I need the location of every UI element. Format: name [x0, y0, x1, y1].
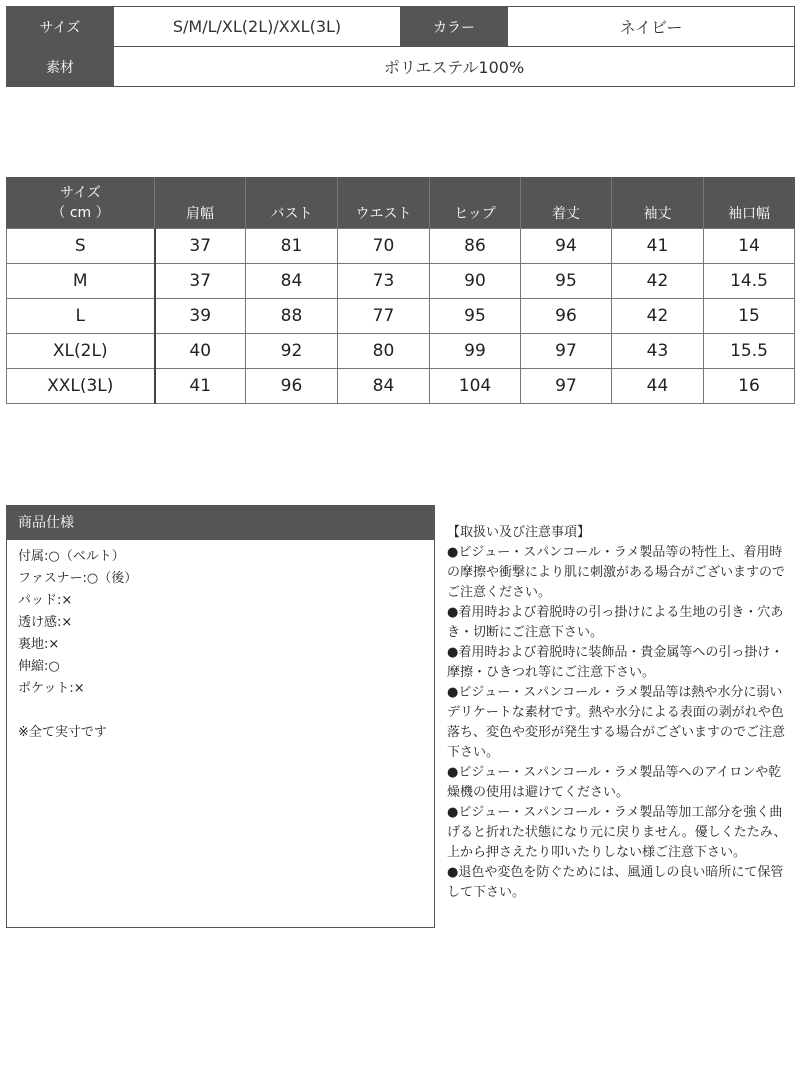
table-cell: 39 — [155, 299, 246, 334]
table-cell: 90 — [430, 264, 521, 299]
table-cell: 97 — [521, 369, 612, 404]
spec-item-lining: 裏地:× — [18, 637, 60, 652]
table-cell: 95 — [521, 264, 612, 299]
table-row — [7, 264, 795, 299]
header-bust: バスト — [246, 178, 338, 229]
table-cell: 70 — [338, 229, 430, 264]
care-item: ●ビジュー・スパンコール・ラメ製品等へのアイロンや乾燥機の使用は避けてください。 — [447, 765, 782, 800]
size-chart-corner-header — [7, 178, 155, 229]
product-info-table — [6, 6, 795, 87]
table-cell: 99 — [430, 334, 521, 369]
size-cell: XL(2L) — [7, 334, 155, 369]
product-spec-title: 商品仕様 — [7, 506, 434, 540]
care-item: ●退色や変色を防ぐためには、風通しの良い暗所にて保管して下さい。 — [447, 865, 784, 900]
table-cell: 84 — [246, 264, 338, 299]
measurement-note: ※全て実寸です — [18, 725, 107, 740]
header-waist: ウエスト — [338, 178, 430, 229]
table-cell: 94 — [521, 229, 612, 264]
info-row-size-color — [7, 7, 795, 47]
table-cell: 15 — [704, 299, 795, 334]
size-chart-table — [6, 177, 795, 404]
size-label: サイズ — [7, 7, 114, 47]
color-value: ネイビー — [508, 7, 795, 47]
spec-item-zipper: ファスナー:○（後） — [18, 571, 138, 586]
header-cuff-width: 袖口幅 — [704, 178, 795, 229]
corner-line-size: サイズ — [60, 185, 101, 201]
table-cell: 44 — [612, 369, 704, 404]
care-item: ●ビジュー・スパンコール・ラメ製品等加工部分を強く曲げると折れた状態になり元に戻りません。優しくたたみ、上から押さえたり叩いたりしない様ご注意下さい。 — [447, 805, 787, 860]
table-cell: 14.5 — [704, 264, 795, 299]
size-value: S/M/L/XL(2L)/XXL(3L) — [114, 7, 401, 47]
product-spec-box — [6, 505, 435, 928]
care-instructions — [447, 523, 794, 903]
table-cell: 73 — [338, 264, 430, 299]
table-cell: 14 — [704, 229, 795, 264]
size-cell: M — [7, 264, 155, 299]
table-cell: 92 — [246, 334, 338, 369]
spec-item-stretch: 伸縮:○ — [18, 659, 60, 674]
table-cell: 37 — [155, 264, 246, 299]
size-chart-header-row — [7, 178, 795, 229]
header-sleeve-length: 袖丈 — [612, 178, 704, 229]
care-title: 【取扱い及び注意事項】 — [447, 525, 591, 540]
care-item: ●ビジュー・スパンコール・ラメ製品等は熱や水分に弱いデリケートな素材です。熱や水分による表面の剥がれや色落ち、変色や変形が発生する場合がございますのでご注意下さい。 — [447, 685, 786, 760]
header-hip: ヒップ — [430, 178, 521, 229]
info-row-material — [7, 47, 795, 87]
care-item: ●ビジュー・スパンコール・ラメ製品等の特性上、着用時の摩擦や衝撃により肌に刺激がある場合がございますのでご注意ください。 — [447, 545, 786, 600]
header-shoulder-width: 肩幅 — [155, 178, 246, 229]
table-cell: 40 — [155, 334, 246, 369]
table-cell: 37 — [155, 229, 246, 264]
table-cell: 77 — [338, 299, 430, 334]
product-spec-list — [7, 540, 434, 744]
care-item: ●着用時および着脱時の引っ掛けによる生地の引き・穴あき・切断にご注意下さい。 — [447, 605, 784, 640]
table-row — [7, 334, 795, 369]
table-row — [7, 229, 795, 264]
table-cell: 41 — [612, 229, 704, 264]
table-cell: 43 — [612, 334, 704, 369]
table-cell: 16 — [704, 369, 795, 404]
table-cell: 42 — [612, 264, 704, 299]
material-label: 素材 — [7, 47, 114, 87]
table-cell: 81 — [246, 229, 338, 264]
corner-line-unit: （ cm ） — [51, 205, 110, 221]
table-row — [7, 369, 795, 404]
size-cell: L — [7, 299, 155, 334]
table-cell: 86 — [430, 229, 521, 264]
spec-item-sheerness: 透け感:× — [18, 615, 73, 630]
size-cell: XXL(3L) — [7, 369, 155, 404]
table-cell: 96 — [246, 369, 338, 404]
table-cell: 80 — [338, 334, 430, 369]
table-cell: 42 — [612, 299, 704, 334]
table-row — [7, 299, 795, 334]
table-cell: 104 — [430, 369, 521, 404]
table-cell: 41 — [155, 369, 246, 404]
header-length: 着丈 — [521, 178, 612, 229]
color-label: カラー — [401, 7, 508, 47]
material-value: ポリエステル100% — [114, 47, 795, 87]
size-cell: S — [7, 229, 155, 264]
table-cell: 96 — [521, 299, 612, 334]
spec-item-pocket: ポケット:× — [18, 681, 85, 696]
table-cell: 95 — [430, 299, 521, 334]
table-cell: 84 — [338, 369, 430, 404]
spec-item-pad: パッド:× — [18, 593, 73, 608]
table-cell: 97 — [521, 334, 612, 369]
table-cell: 15.5 — [704, 334, 795, 369]
table-cell: 88 — [246, 299, 338, 334]
care-item: ●着用時および着脱時に装飾品・貴金属等への引っ掛け・摩擦・ひきつれ等にご注意下さい。 — [447, 645, 784, 680]
spec-item-accessory: 付属:○（ベルト） — [18, 549, 125, 564]
